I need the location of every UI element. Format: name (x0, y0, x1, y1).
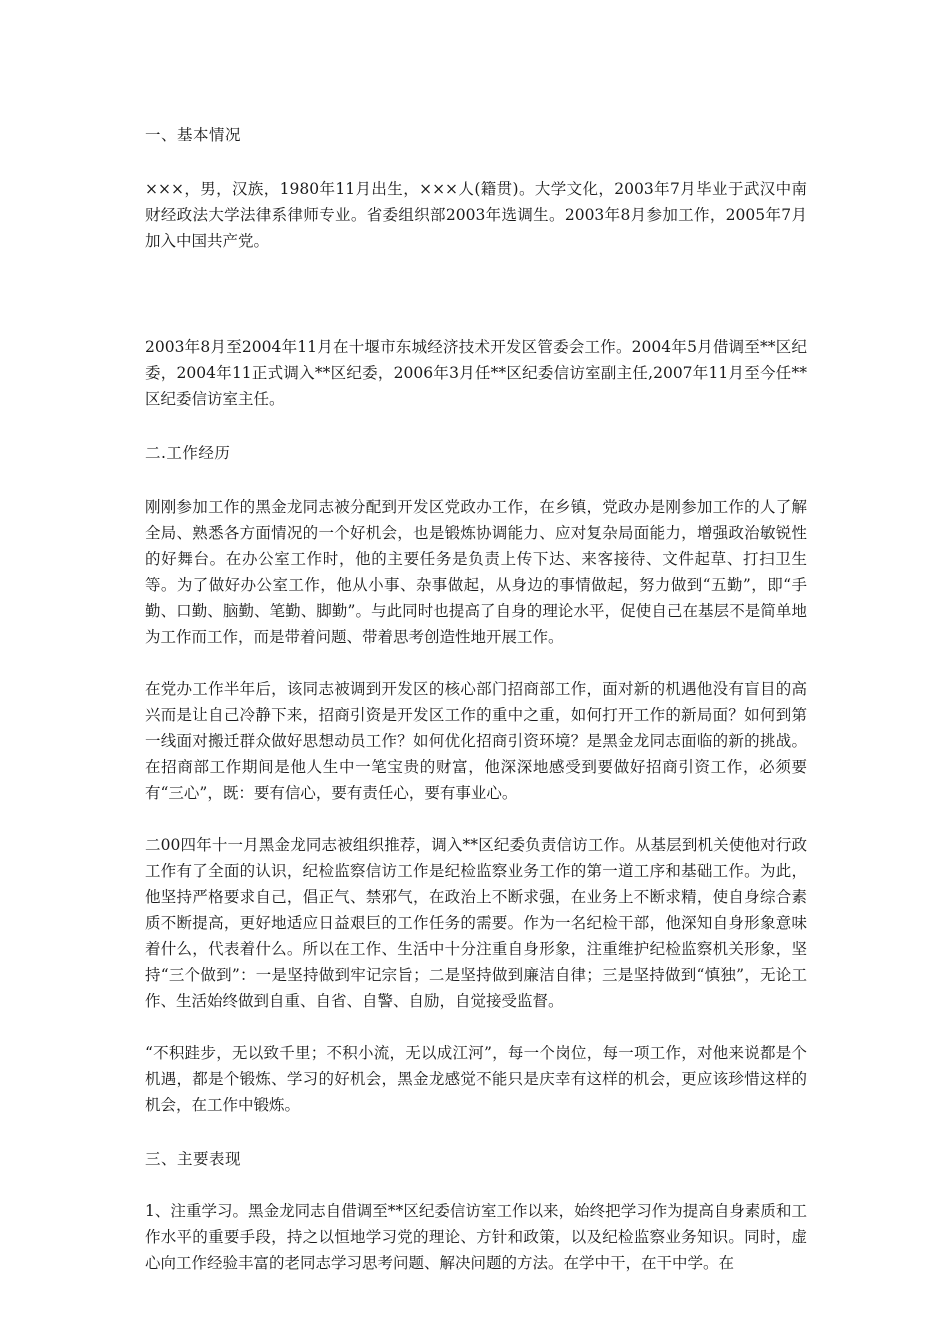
section-heading-work-experience: 二.工作经历 (145, 444, 231, 462)
paragraph-focus-on-learning: 1、注重学习。黑金龙同志自借调至**区纪委信访室工作以来，始终把学习作为提高自身素质和工作水平的重要手段，持之以恒地学习党的理论、方针和政策，以及纪检监察业务知识。同时，虚心向工作经验丰富的老同志学习思考问题、解决问题的方法。在学中干，在干中学。在 (145, 1202, 807, 1272)
paragraph-opportunity-quote: “不积跬步，无以致千里；不积小流，无以成江河”，每一个岗位，每一项工作，对他来说都是个机遇，都是个锻炼、学习的好机会，黑金龙感觉不能只是庆幸有这样的机会，更应该珍惜这样的机会，在工作中锻炼。 (145, 1044, 807, 1114)
paragraph-personal-info: ×××，男，汉族，1980年11月出生，×××人(籍贯)。大学文化，2003年7月毕业于武汉中南财经政法大学法律系律师专业。省委组织部2003年选调生。2003年8月参加工作，2005年7月加入中国共产党。 (145, 180, 807, 250)
section-heading-main-performance: 三、主要表现 (145, 1150, 242, 1168)
paragraph-career-timeline: 2003年8月至2004年11月在十堰市东城经济技术开发区管委会工作。2004年5月借调至**区纪委，2004年11正式调入**区纪委，2006年3月任**区纪委信访室副主任,2007年11月至今任**区纪委信访室主任。 (145, 338, 807, 408)
paragraph-investment-department: 在党办工作半年后，该同志被调到开发区的核心部门招商部工作，面对新的机遇他没有盲目的高兴而是让自己冷静下来，招商引资是开发区工作的重中之重，如何打开工作的新局面？如何到第一线面对搬迁群众做好思想动员工作？如何优化招商引资环境？是黑金龙同志面临的新的挑战。在招商部工作期间是他人生中一笔宝贵的财富，他深深地感受到要做好招商引资工作，必须要有“三心”，既：要有信心，要有责任心，要有事业心。 (145, 680, 807, 802)
paragraph-discipline-commission: 二00四年十一月黑金龙同志被组织推荐，调入**区纪委负责信访工作。从基层到机关使他对行政工作有了全面的认识，纪检监察信访工作是纪检监察业务工作的第一道工序和基础工作。为此，他坚持严格要求自己，倡正气、禁邪气，在政治上不断求强，在业务上不断求精，使自身综合素质不断提高，更好地适应日益艰巨的工作任务的需要。作为一名纪检干部，他深知自身形象意味着什么，代表着什么。所以在工作、生活中十分注重自身形象，注重维护纪检监察机关形象，坚持“三个做到”：一是坚持做到牢记宗旨；二是坚持做到廉洁自律；三是坚持做到“慎独”，无论工作、生活始终做到自重、自省、自警、自励，自觉接受监督。 (145, 836, 807, 1010)
paragraph-party-office-work: 刚刚参加工作的黑金龙同志被分配到开发区党政办工作，在乡镇，党政办是刚参加工作的人了解全局、熟悉各方面情况的一个好机会，也是锻炼协调能力、应对复杂局面能力，增强政治敏锐性的好舞台。在办公室工作时，他的主要任务是负责上传下达、来客接待、文件起草、打扫卫生等。为了做好办公室工作，他从小事、杂事做起，从身边的事情做起，努力做到“五勤”，即“手勤、口勤、脑勤、笔勤、脚勤”。与此同时也提高了自身的理论水平，促使自己在基层不是简单地为工作而工作，而是带着问题、带着思考创造性地开展工作。 (145, 498, 807, 646)
document-body (145, 122, 807, 1276)
section-heading-basic-info: 一、基本情况 (145, 126, 242, 144)
